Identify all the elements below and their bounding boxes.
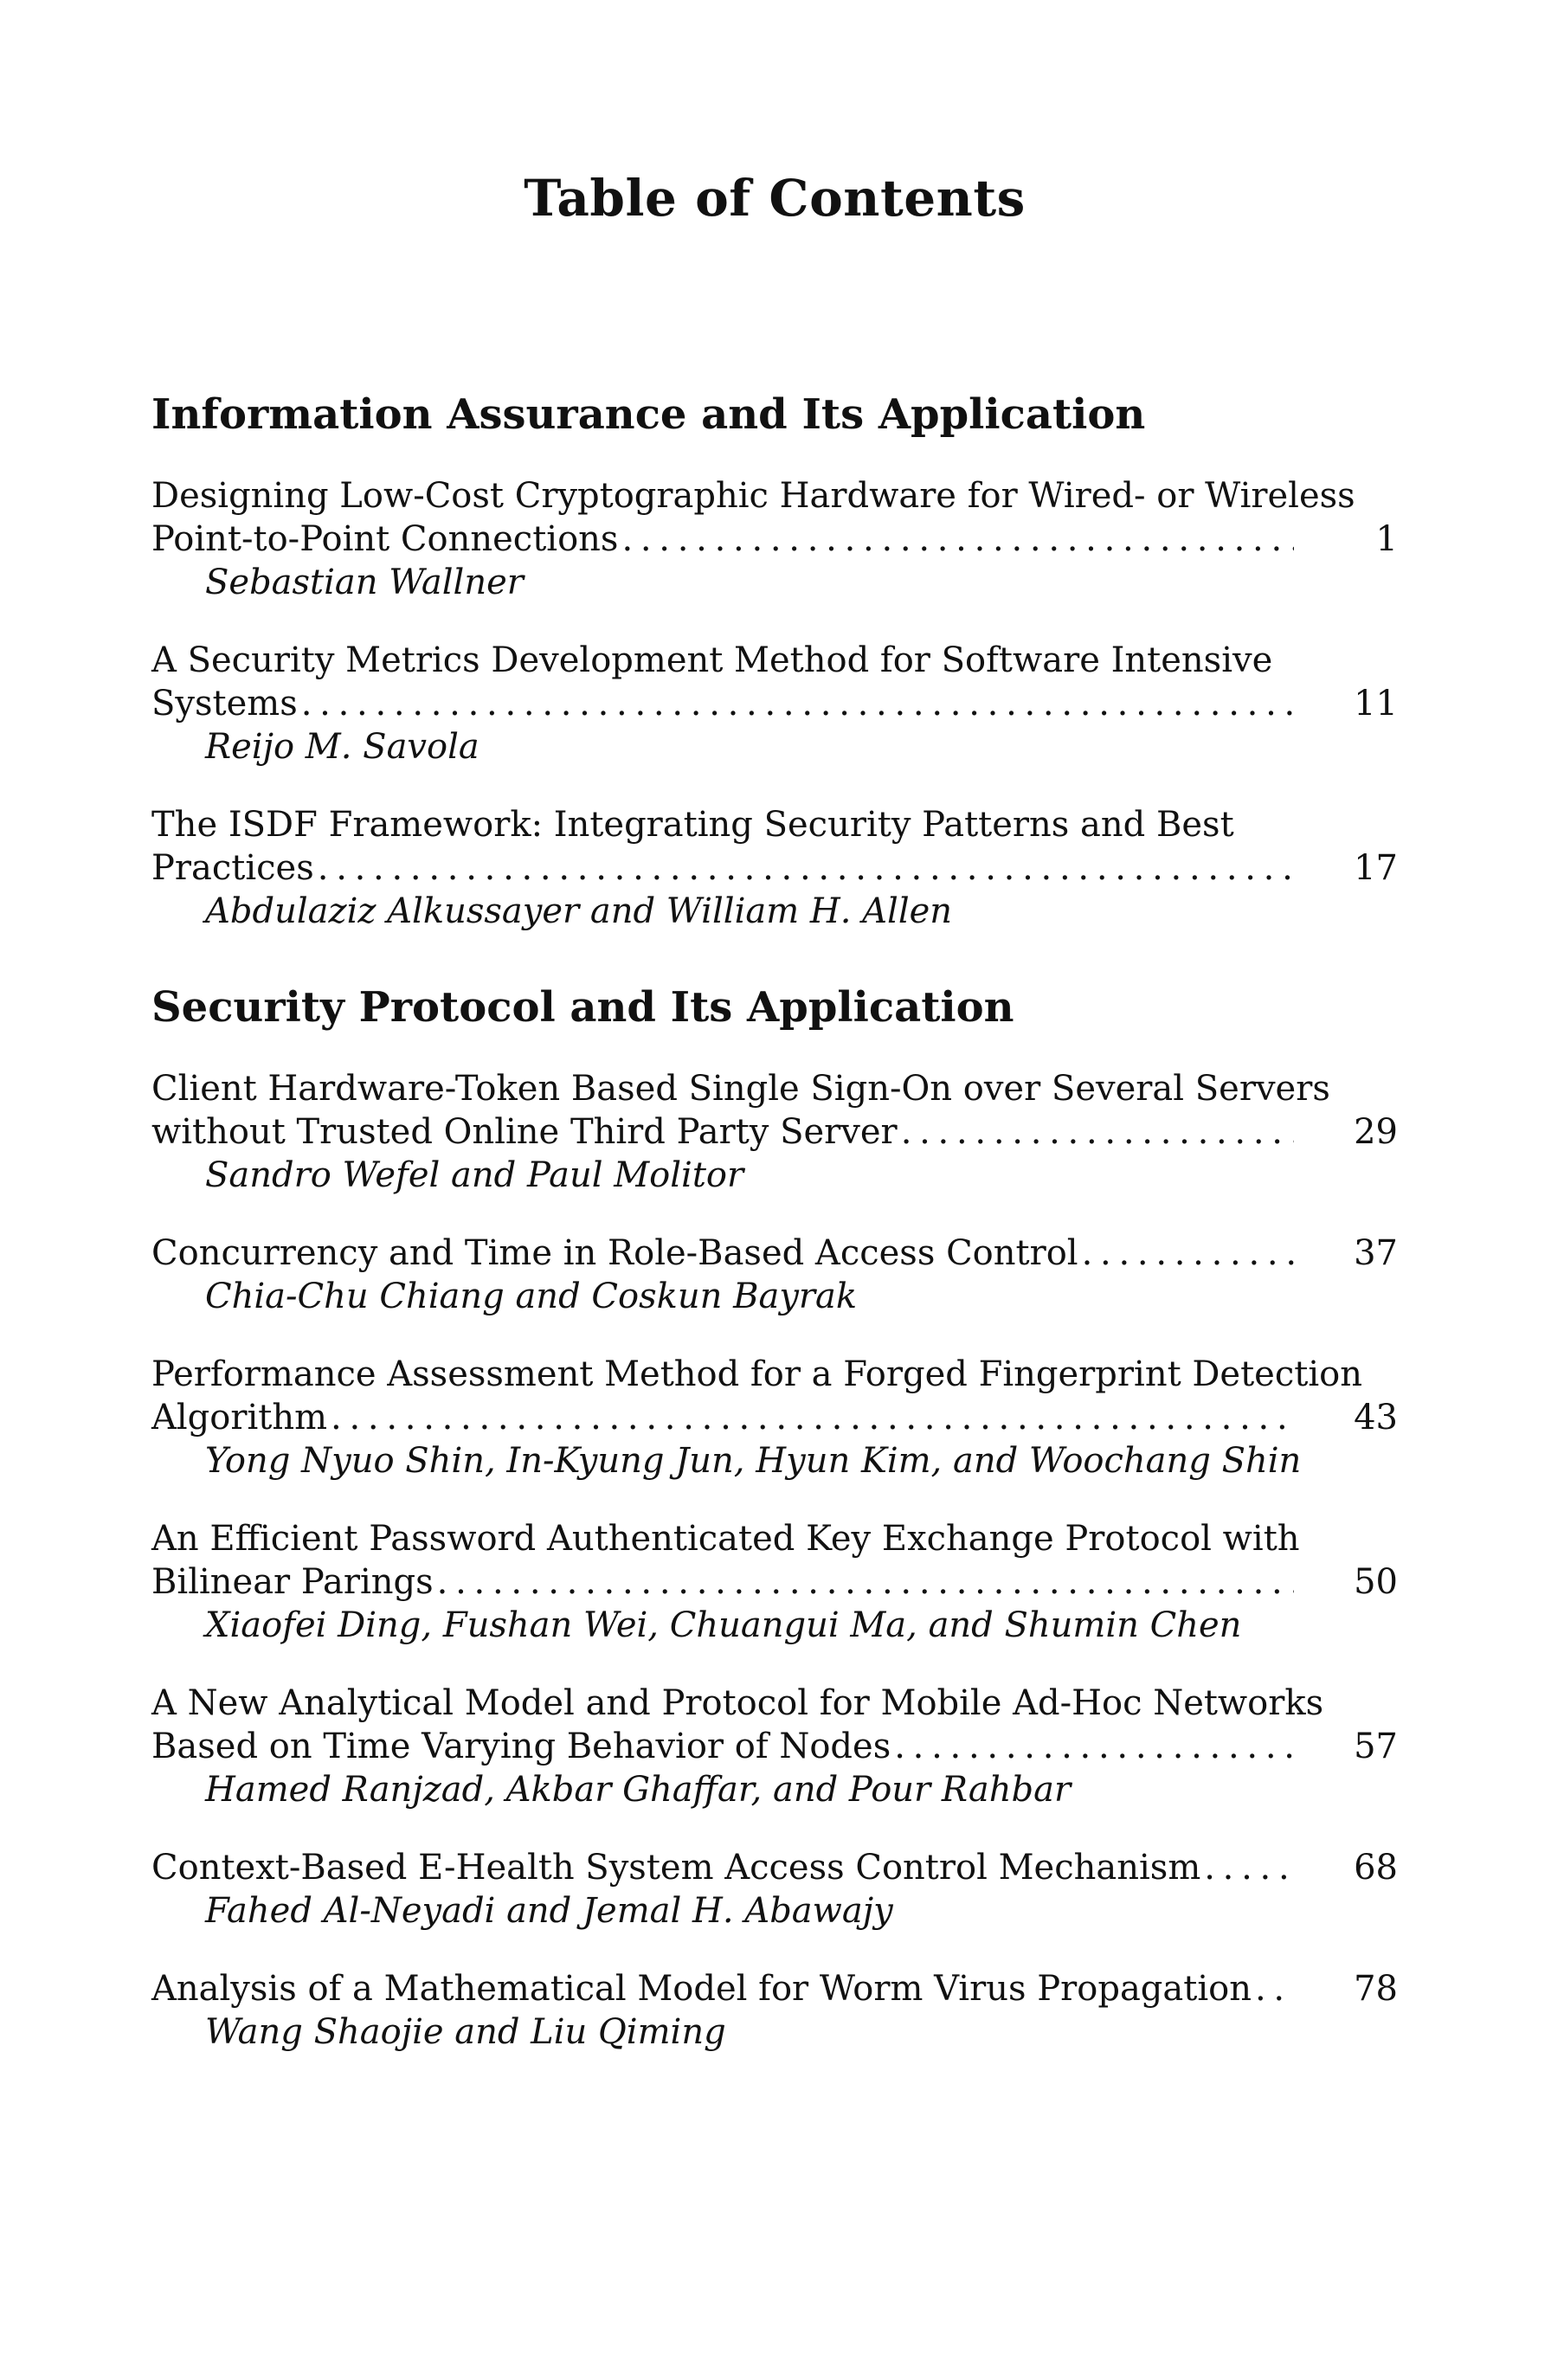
dot-leader [437,1560,1294,1604]
entry-authors: Sandro Wefel and Paul Molitor [205,1155,744,1195]
toc-entry[interactable] [151,1846,1398,1933]
entry-title: A New Analytical Model and Protocol for Mobile Ad-Hoc Networks [151,1683,1324,1723]
page-number: 57 [1354,1727,1398,1766]
entry-authors: Wang Shaojie and Liu Qiming [205,2012,726,2052]
toc-entry[interactable] [151,639,1398,769]
entry-title: An Efficient Password Authenticated Key Exchange Protocol with [151,1519,1300,1559]
page-number: 11 [1354,684,1398,724]
toc-entry[interactable] [151,803,1398,933]
toc-entry[interactable] [151,1517,1398,1647]
entry-title: The ISDF Framework: Integrating Security Patterns and Best [151,805,1234,845]
entry-title: Bilinear Parings [151,1562,434,1602]
entry-authors: Reijo M. Savola [205,727,479,767]
entry-title-line [151,1846,1398,1889]
dot-leader [331,1396,1294,1439]
entry-title-line [151,1353,1398,1396]
entry-title-line [151,1517,1398,1560]
toc-section [151,390,1398,968]
entry-title-line [151,1682,1398,1725]
entry-title: Analysis of a Mathematical Model for Worm Virus Propagation [151,1969,1252,2009]
entry-authors: Abdulaziz Alkussayer and William H. Allen [205,891,953,931]
entry-title: Based on Time Varying Behavior of Nodes [151,1727,891,1766]
entry-authors: Hamed Ranjzad, Akbar Ghaffar, and Pour Rahbar [205,1770,1072,1810]
toc-entry[interactable] [151,474,1398,604]
entry-list [151,1067,1398,2054]
entry-title: Practices [151,848,314,888]
entry-title: Algorithm [151,1398,328,1438]
page-title: Table of Contents [524,169,1026,228]
entry-authors: Yong Nyuo Shin, In-Kyung Jun, Hyun Kim, and Woochang Shin [205,1441,1302,1481]
toc-entry[interactable] [151,1353,1398,1483]
entry-title-line [151,1560,1398,1604]
entry-title: Concurrency and Time in Role-Based Access Control [151,1233,1078,1273]
dot-leader [1255,1967,1294,2010]
toc-entry[interactable] [151,1682,1398,1811]
section-heading: Information Assurance and Its Application [151,390,1146,439]
entry-title-line [151,639,1398,682]
toc-entry[interactable] [151,1967,1398,2054]
entry-title-line [151,1110,1398,1154]
entry-title-line [151,1725,1398,1768]
entry-title: without Trusted Online Third Party Server [151,1112,898,1152]
dot-leader [894,1725,1294,1768]
dot-leader [318,846,1294,890]
entry-title: Client Hardware-Token Based Single Sign-On over Several Servers [151,1069,1330,1109]
entry-title: Systems [151,684,298,724]
entry-authors: Xiaofei Ding, Fushan Wei, Chuangui Ma, and Shumin Chen [205,1605,1242,1645]
entry-title-line [151,1396,1398,1439]
entry-title-line [151,1067,1398,1110]
entry-authors: Chia-Chu Chiang and Coskun Bayrak [205,1277,858,1316]
toc-entry[interactable] [151,1232,1398,1318]
entry-title: Point-to-Point Connections [151,519,619,559]
page-number: 1 [1375,519,1398,559]
toc-entry[interactable] [151,1067,1398,1197]
entry-title-line [151,474,1398,518]
page-number: 29 [1354,1112,1398,1152]
dot-leader [1204,1846,1294,1889]
entry-title: Designing Low-Cost Cryptographic Hardware for Wired- or Wireless [151,476,1355,516]
entry-title: A Security Metrics Development Method for Software Intensive [151,640,1273,680]
entry-title: Context-Based E-Health System Access Control Mechanism [151,1848,1201,1888]
dot-leader [901,1110,1294,1154]
entry-title-line [151,803,1398,846]
entry-title-line [151,1232,1398,1275]
dot-leader [1082,1232,1294,1275]
page-number: 78 [1354,1969,1398,2009]
page-number: 50 [1354,1562,1398,1602]
page-number: 17 [1354,848,1398,888]
page-number: 37 [1354,1233,1398,1273]
dot-leader [301,682,1294,725]
dot-leader [621,518,1294,561]
entry-title-line [151,682,1398,725]
entry-list [151,474,1398,933]
entry-title-line [151,1967,1398,2010]
entry-authors: Sebastian Wallner [205,563,524,602]
entry-title-line [151,518,1398,561]
entry-title-line [151,846,1398,890]
section-heading: Security Protocol and Its Application [151,983,1014,1032]
toc-section [151,983,1398,2088]
page-number: 43 [1354,1398,1398,1438]
entry-title: Performance Assessment Method for a Forged Fingerprint Detection [151,1354,1362,1394]
entry-authors: Fahed Al-Neyadi and Jemal H. Abawajy [205,1891,893,1931]
page-number: 68 [1354,1848,1398,1888]
